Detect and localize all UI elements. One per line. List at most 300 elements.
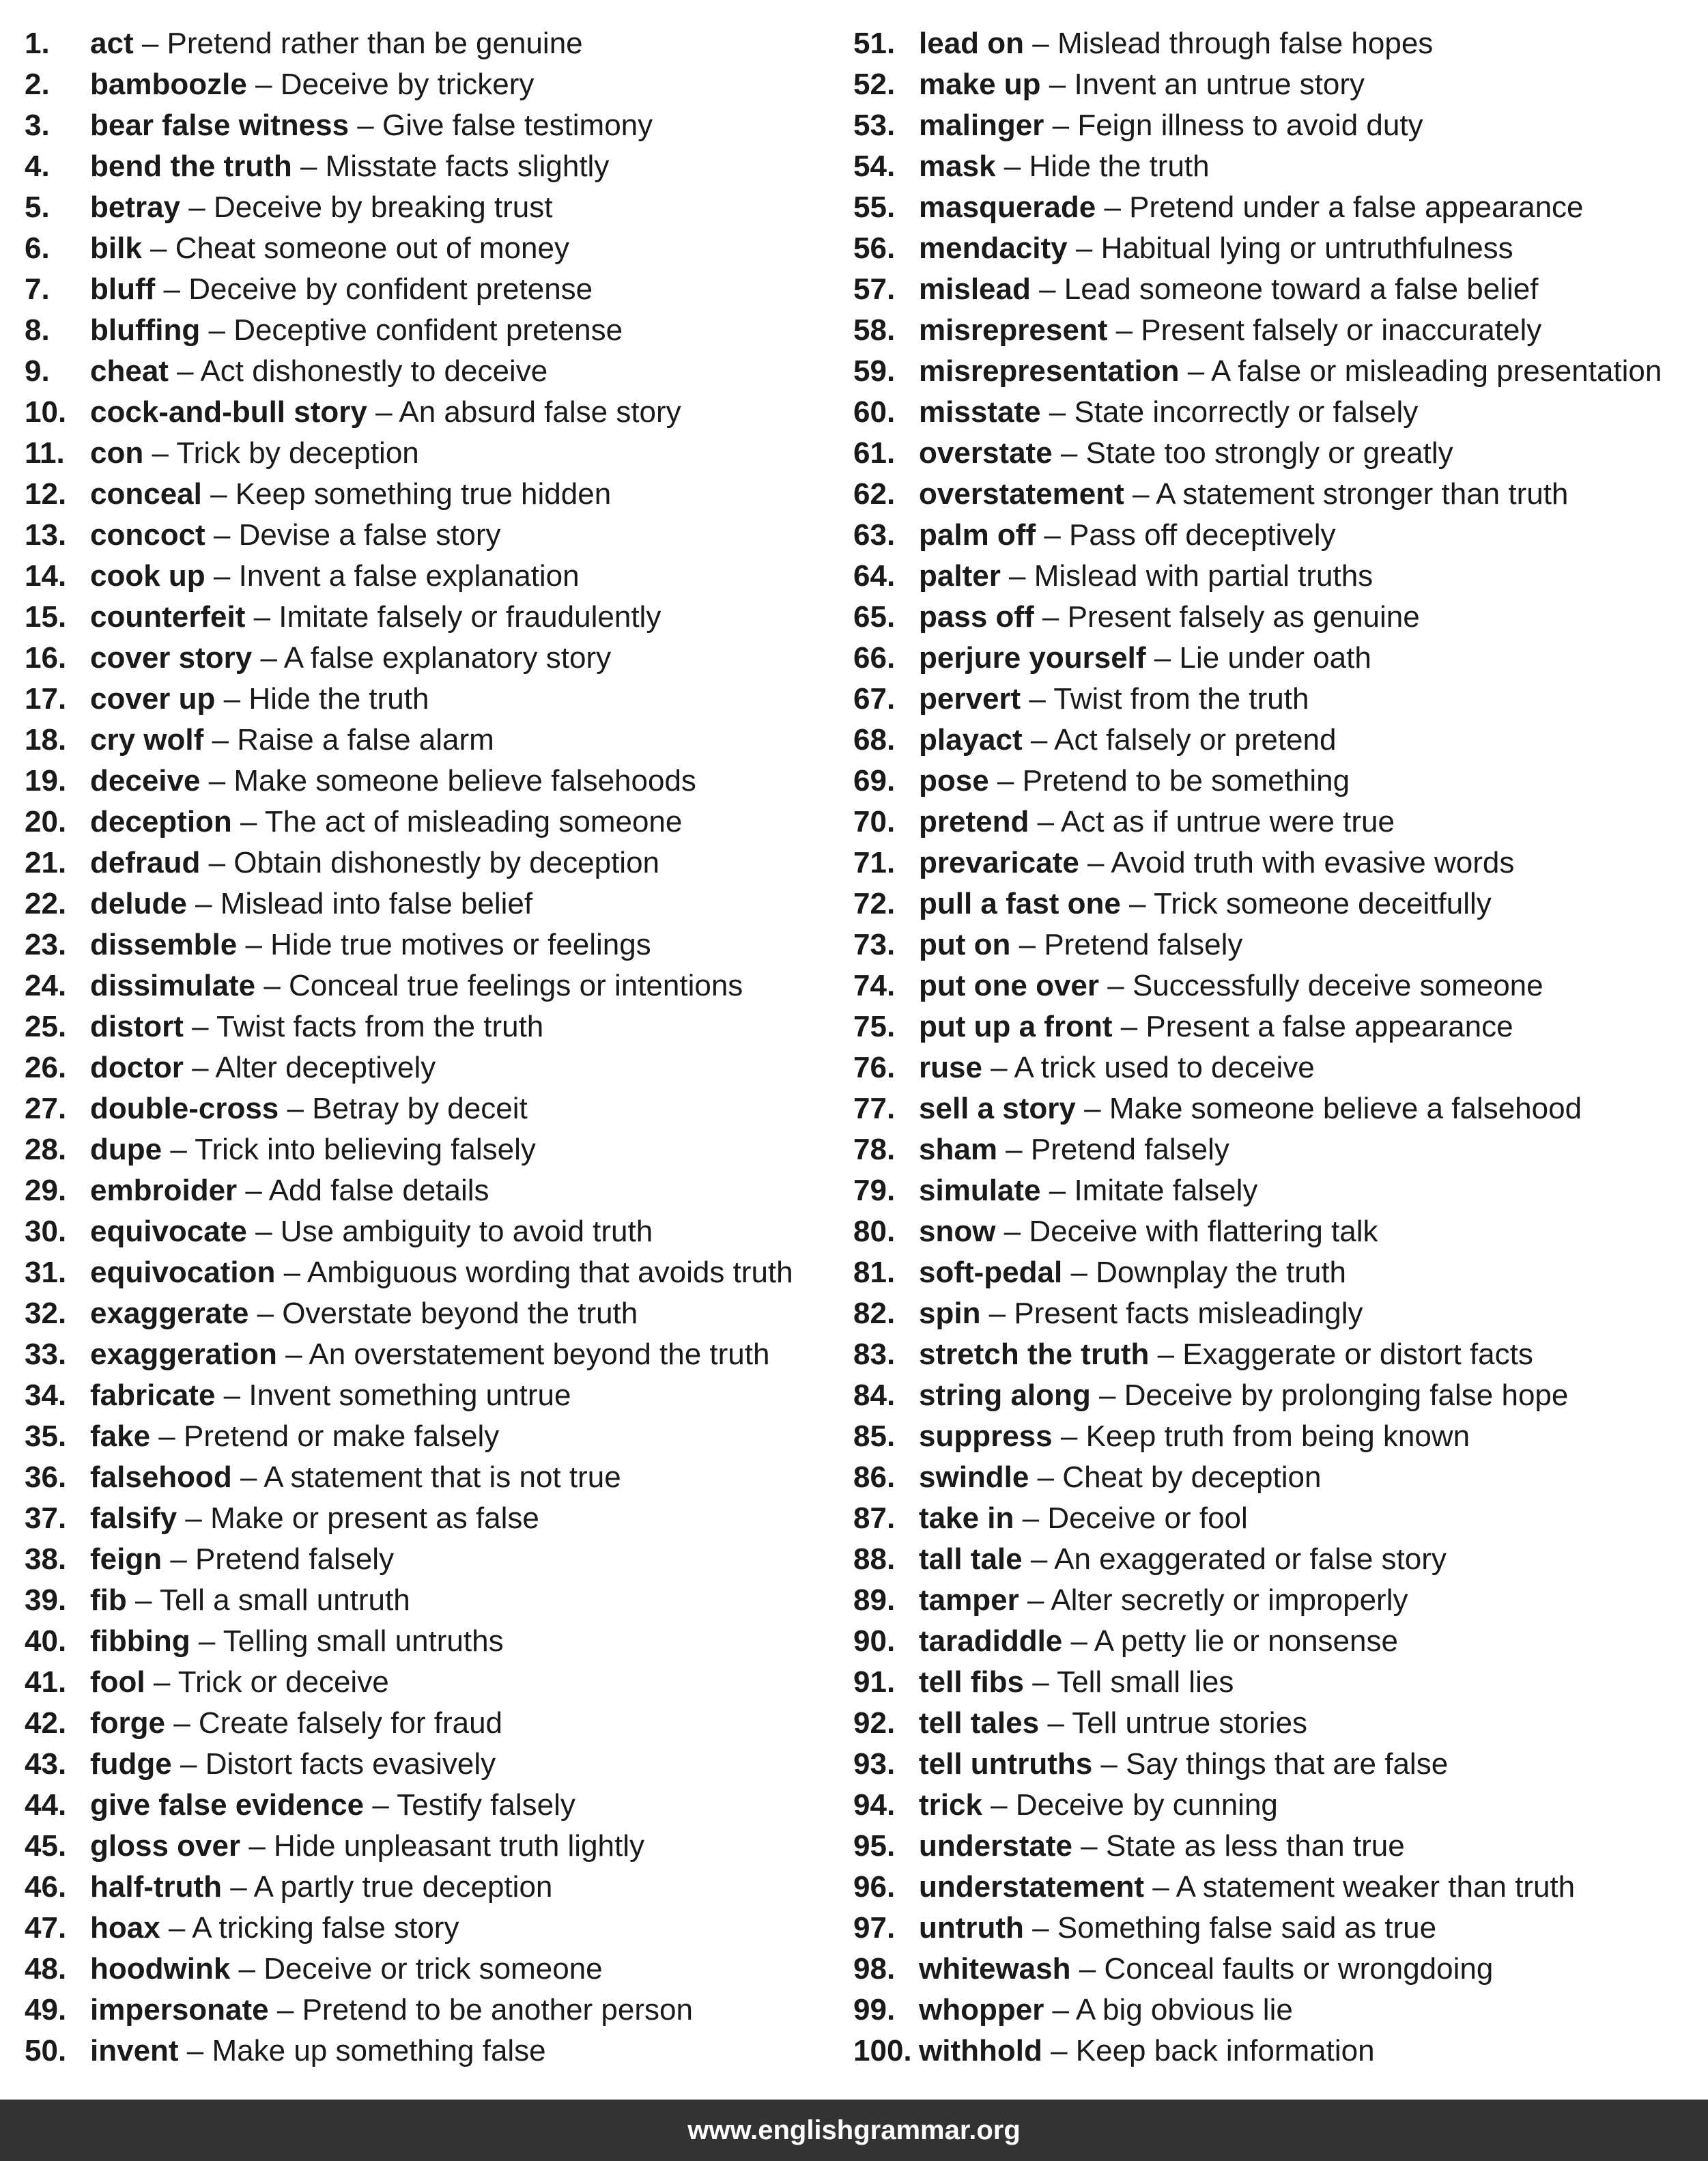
list-item: [853, 433, 1662, 474]
entry-definition: Alter secretly or improperly: [1051, 1583, 1408, 1617]
entry-number: 57.: [853, 272, 896, 306]
entry-separator: –: [276, 1338, 309, 1371]
entry-separator: –: [1120, 887, 1154, 920]
entry-definition: Devise a false story: [238, 518, 501, 552]
entry-definition: Trick or deceive: [177, 1665, 389, 1699]
entry-word: untruth: [919, 1911, 1024, 1945]
list-item: [25, 433, 793, 474]
entry-word: swindle: [919, 1460, 1029, 1494]
entry-word: double-cross: [90, 1092, 279, 1125]
word-list-right-column: [853, 23, 1662, 2072]
entry-definition: Give false testimony: [382, 109, 653, 142]
entry-word: cook up: [90, 559, 205, 593]
list-item: [25, 1908, 793, 1949]
entry-separator: –: [230, 1952, 264, 1986]
list-item: [853, 64, 1662, 105]
entry-number: 53.: [853, 109, 896, 142]
website-url: www.englishgrammar.org: [687, 2115, 1021, 2145]
list-item: [853, 474, 1662, 515]
list-item: [853, 1293, 1662, 1334]
list-item: [853, 761, 1662, 802]
entry-number: 16.: [25, 641, 67, 675]
entry-definition: Tell a small untruth: [159, 1583, 410, 1617]
entry-separator: –: [1024, 1665, 1057, 1699]
entry-word: pervert: [919, 682, 1021, 716]
entry-separator: –: [248, 1297, 283, 1330]
list-item: [853, 146, 1662, 187]
entry-number: 49.: [25, 1993, 67, 2026]
list-item: [25, 1129, 793, 1170]
entry-separator: –: [162, 1133, 195, 1166]
entry-word: half-truth: [90, 1870, 223, 1904]
entry-separator: –: [203, 723, 238, 757]
entry-word: act: [90, 27, 134, 60]
entry-number: 30.: [25, 1215, 67, 1248]
entry-word: cock-and-bull story: [90, 395, 367, 429]
entry-definition: Mislead with partial truths: [1034, 559, 1373, 593]
entry-word: prevaricate: [919, 846, 1079, 879]
entry-word: embroider: [90, 1174, 238, 1207]
entry-word: hoax: [90, 1911, 160, 1945]
list-item: [853, 351, 1662, 392]
entry-word: fake: [90, 1420, 151, 1453]
entry-number: 14.: [25, 559, 67, 593]
entry-definition: Act dishonestly to deceive: [200, 354, 548, 388]
entry-separator: –: [1090, 1379, 1124, 1412]
entry-separator: –: [165, 1706, 199, 1740]
list-item: [853, 1744, 1662, 1785]
list-item: [25, 1580, 793, 1621]
list-item: [853, 965, 1662, 1006]
entry-number: 85.: [853, 1420, 896, 1453]
entry-number: 18.: [25, 723, 67, 757]
entry-number: 22.: [25, 887, 67, 920]
entry-separator: –: [1179, 354, 1211, 388]
list-item: [853, 1949, 1662, 1990]
entry-number: 54.: [853, 150, 896, 183]
entry-word: con: [90, 436, 144, 470]
entry-separator: –: [1112, 1010, 1146, 1043]
list-item: [853, 228, 1662, 269]
entry-number: 86.: [853, 1460, 896, 1494]
entry-definition: Ambiguous wording that avoids truth: [307, 1256, 793, 1289]
entry-word: deception: [90, 805, 232, 838]
entry-word: lead on: [919, 27, 1025, 60]
entry-number: 77.: [853, 1092, 896, 1125]
entry-definition: Exaggerate or distort facts: [1182, 1338, 1533, 1371]
entry-definition: Invent an untrue story: [1074, 68, 1365, 101]
entry-definition: Hide the truth: [1029, 150, 1210, 183]
entry-definition: Obtain dishonestly by deception: [233, 846, 660, 879]
entry-word: bluff: [90, 272, 156, 306]
entry-word: bamboozle: [90, 68, 247, 101]
list-item: [25, 105, 793, 146]
list-item: [853, 597, 1662, 638]
entry-separator: –: [1052, 1420, 1086, 1453]
list-item: [25, 884, 793, 924]
entry-separator: –: [215, 1379, 249, 1412]
entry-definition: Deceive by prolonging false hope: [1124, 1379, 1569, 1412]
entry-word: whitewash: [919, 1952, 1071, 1986]
entry-number: 73.: [853, 928, 896, 961]
entry-number: 15.: [25, 600, 67, 634]
entry-word: defraud: [90, 846, 201, 879]
entry-word: fudge: [90, 1747, 172, 1781]
entry-definition: A statement that is not true: [264, 1460, 621, 1494]
entry-number: 75.: [853, 1010, 896, 1043]
list-item: [25, 843, 793, 884]
entry-separator: –: [268, 1993, 302, 2026]
entry-definition: A false explanatory story: [283, 641, 612, 675]
list-item: [853, 105, 1662, 146]
entry-word: tall tale: [919, 1542, 1023, 1576]
entry-word: spin: [919, 1297, 981, 1330]
entry-number: 32.: [25, 1297, 67, 1330]
entry-number: 21.: [25, 846, 67, 879]
entry-definition: Deceive or trick someone: [264, 1952, 603, 1986]
entry-word: palm off: [919, 518, 1036, 552]
entry-separator: –: [246, 1215, 281, 1248]
entry-word: masquerade: [919, 190, 1096, 224]
list-item: [25, 1252, 793, 1293]
entry-word: withhold: [919, 2034, 1042, 2067]
list-item: [853, 556, 1662, 597]
entry-definition: Present a false appearance: [1145, 1010, 1513, 1043]
entry-number: 25.: [25, 1010, 67, 1043]
list-item: [25, 1990, 793, 2031]
entry-word: exaggeration: [90, 1338, 277, 1371]
entry-word: fib: [90, 1583, 127, 1617]
entry-separator: –: [240, 1829, 274, 1863]
entry-separator: –: [237, 928, 271, 961]
entry-definition: Pretend under a false appearance: [1129, 190, 1584, 224]
list-item: [25, 965, 793, 1006]
list-item: [25, 638, 793, 679]
entry-separator: –: [1052, 436, 1086, 470]
entry-definition: A partly true deception: [253, 1870, 553, 1904]
entry-separator: –: [988, 764, 1023, 797]
list-item: [25, 1826, 793, 1867]
list-item: [25, 146, 793, 187]
entry-number: 78.: [853, 1133, 896, 1166]
entry-definition: Deceive by breaking trust: [214, 190, 553, 224]
list-item: [853, 1416, 1662, 1457]
entry-definition: Trick someone deceitfully: [1153, 887, 1492, 920]
entry-word: invent: [90, 2034, 179, 2067]
entry-definition: Invent something untrue: [248, 1379, 571, 1412]
entry-separator: –: [222, 1870, 254, 1904]
list-item: [853, 1211, 1662, 1252]
entry-number: 93.: [853, 1747, 896, 1781]
entry-separator: –: [1096, 190, 1130, 224]
entry-separator: –: [200, 764, 234, 797]
entry-separator: –: [1144, 1870, 1176, 1904]
entry-definition: Make up something false: [212, 2034, 546, 2067]
entry-separator: –: [160, 1911, 193, 1945]
entry-definition: Deceive by confident pretense: [188, 272, 593, 306]
entry-separator: –: [279, 1092, 313, 1125]
entry-separator: –: [367, 395, 399, 429]
entry-separator: –: [1019, 1583, 1051, 1617]
list-item: [25, 1170, 793, 1211]
entry-number: 24.: [25, 969, 67, 1002]
entry-number: 68.: [853, 723, 896, 757]
entry-word: put one over: [919, 969, 1100, 1002]
entry-separator: –: [133, 27, 167, 60]
entry-definition: Betray by deceit: [312, 1092, 528, 1125]
entry-definition: An absurd false story: [399, 395, 681, 429]
entry-definition: Use ambiguity to avoid truth: [280, 1215, 653, 1248]
entry-definition: Hide unpleasant truth lightly: [274, 1829, 645, 1863]
list-item: [853, 1047, 1662, 1088]
entry-word: dissimulate: [90, 969, 256, 1002]
entry-word: bluffing: [90, 313, 201, 347]
entry-separator: –: [1029, 805, 1061, 838]
entry-separator: –: [982, 1051, 1014, 1084]
entry-number: 7.: [25, 272, 50, 306]
entry-word: bear false witness: [90, 109, 350, 142]
entry-word: put on: [919, 928, 1011, 961]
list-item: [853, 638, 1662, 679]
entry-definition: Pretend rather than be genuine: [167, 27, 583, 60]
entry-separator: –: [190, 1624, 223, 1658]
entry-number: 34.: [25, 1379, 67, 1412]
entry-definition: Successfully deceive someone: [1132, 969, 1543, 1002]
entry-number: 8.: [25, 313, 50, 347]
entry-definition: Lie under oath: [1179, 641, 1371, 675]
entry-definition: Pretend falsely: [1030, 1133, 1229, 1166]
entry-definition: Keep truth from being known: [1085, 1420, 1470, 1453]
list-item: [25, 1744, 793, 1785]
entry-definition: Imitate falsely: [1074, 1174, 1258, 1207]
entry-separator: –: [231, 805, 265, 838]
entry-separator: –: [1021, 682, 1054, 716]
list-item: [853, 1252, 1662, 1293]
list-item: [853, 1867, 1662, 1908]
entry-definition: Avoid truth with evasive words: [1111, 846, 1515, 879]
list-item: [25, 1703, 793, 1744]
entry-separator: –: [349, 109, 382, 142]
entry-definition: A petty lie or nonsense: [1094, 1624, 1398, 1658]
entry-word: counterfeit: [90, 600, 246, 634]
entry-separator: –: [1145, 641, 1180, 675]
entry-word: tell fibs: [919, 1665, 1025, 1699]
list-item: [25, 1662, 793, 1703]
entry-definition: Add false details: [268, 1174, 489, 1207]
entry-word: distort: [90, 1010, 184, 1043]
entry-number: 43.: [25, 1747, 67, 1781]
entry-separator: –: [143, 436, 177, 470]
list-item: [853, 1580, 1662, 1621]
entry-word: sham: [919, 1133, 997, 1166]
entry-definition: A statement stronger than truth: [1156, 477, 1569, 511]
entry-word: mendacity: [919, 231, 1068, 265]
entry-number: 87.: [853, 1501, 896, 1535]
entry-separator: –: [168, 354, 201, 388]
entry-separator: –: [245, 600, 279, 634]
entry-number: 60.: [853, 395, 896, 429]
entry-number: 79.: [853, 1174, 896, 1207]
list-item: [25, 1334, 793, 1375]
entry-number: 52.: [853, 68, 896, 101]
list-item: [853, 1703, 1662, 1744]
entry-separator: –: [150, 1420, 184, 1453]
entry-word: gloss over: [90, 1829, 241, 1863]
entry-word: concoct: [90, 518, 205, 552]
list-item: [853, 1826, 1662, 1867]
entry-number: 27.: [25, 1092, 67, 1125]
entry-word: deceive: [90, 764, 201, 797]
entry-word: cover story: [90, 641, 253, 675]
entry-number: 4.: [25, 150, 50, 183]
entry-separator: –: [1149, 1338, 1183, 1371]
list-item: [25, 515, 793, 556]
entry-separator: –: [995, 150, 1029, 183]
entry-definition: Present falsely as genuine: [1067, 600, 1420, 634]
entry-number: 56.: [853, 231, 896, 265]
entry-definition: Alter deceptively: [215, 1051, 436, 1084]
entry-number: 50.: [25, 2034, 67, 2067]
entry-separator: –: [1092, 1747, 1126, 1781]
entry-number: 9.: [25, 354, 50, 388]
entry-number: 74.: [853, 969, 896, 1002]
entry-word: soft-pedal: [919, 1256, 1063, 1289]
entry-number: 44.: [25, 1788, 67, 1822]
entry-separator: –: [1072, 1829, 1106, 1863]
entry-separator: –: [275, 1256, 307, 1289]
entry-number: 6.: [25, 231, 50, 265]
entry-number: 42.: [25, 1706, 67, 1740]
entry-number: 3.: [25, 109, 50, 142]
entry-definition: Invent a false explanation: [238, 559, 580, 593]
entry-separator: –: [1034, 600, 1068, 634]
list-item: [853, 1129, 1662, 1170]
entry-separator: –: [1040, 68, 1074, 101]
entry-definition: Twist from the truth: [1053, 682, 1309, 716]
entry-separator: –: [145, 1665, 178, 1699]
entry-definition: State too strongly or greatly: [1085, 436, 1453, 470]
entry-definition: A trick used to deceive: [1014, 1051, 1315, 1084]
list-item: [25, 187, 793, 228]
entry-separator: –: [1070, 1952, 1105, 1986]
entry-separator: –: [215, 682, 249, 716]
entry-separator: –: [995, 1215, 1029, 1248]
entry-number: 2.: [25, 68, 50, 101]
entry-word: simulate: [919, 1174, 1041, 1207]
list-item: [25, 679, 793, 720]
list-item: [25, 1293, 793, 1334]
entry-separator: –: [1010, 928, 1044, 961]
entry-number: 59.: [853, 354, 896, 388]
entry-definition: Testify falsely: [397, 1788, 575, 1822]
entry-number: 36.: [25, 1460, 67, 1494]
entry-number: 45.: [25, 1829, 67, 1863]
entry-word: delude: [90, 887, 187, 920]
entry-definition: A false or misleading presentation: [1210, 354, 1662, 388]
entry-number: 31.: [25, 1256, 67, 1289]
entry-word: sell a story: [919, 1092, 1076, 1125]
list-item: [853, 392, 1662, 433]
list-item: [25, 1088, 793, 1129]
entry-separator: –: [201, 477, 236, 511]
entry-number: 91.: [853, 1665, 896, 1699]
list-item: [25, 474, 793, 515]
entry-number: 100.: [853, 2034, 912, 2067]
entry-definition: A statement weaker than truth: [1176, 1870, 1576, 1904]
entry-number: 13.: [25, 518, 67, 552]
list-item: [853, 1457, 1662, 1498]
entry-definition: Deceptive confident pretense: [233, 313, 623, 347]
entry-number: 1.: [25, 27, 50, 60]
entry-separator: –: [141, 231, 175, 265]
entry-definition: Tell small lies: [1057, 1665, 1234, 1699]
entry-word: dissemble: [90, 928, 238, 961]
entry-number: 95.: [853, 1829, 896, 1863]
entry-number: 90.: [853, 1624, 896, 1658]
list-item: [853, 515, 1662, 556]
entry-separator: –: [1040, 1174, 1074, 1207]
entry-separator: –: [1062, 1624, 1094, 1658]
entry-word: perjure yourself: [919, 641, 1146, 675]
entry-number: 84.: [853, 1379, 896, 1412]
entry-definition: Misstate facts slightly: [325, 150, 610, 183]
entry-number: 65.: [853, 600, 896, 634]
entry-word: doctor: [90, 1051, 184, 1084]
footer-bar: [0, 2100, 1708, 2161]
entry-separator: –: [364, 1788, 397, 1822]
entry-definition: Make or present as false: [210, 1501, 539, 1535]
entry-definition: Trick by deception: [176, 436, 419, 470]
entry-separator: –: [231, 1460, 264, 1494]
entry-definition: Say things that are false: [1126, 1747, 1449, 1781]
entry-number: 58.: [853, 313, 896, 347]
list-item: [853, 924, 1662, 965]
entry-definition: Pretend falsely: [195, 1542, 395, 1576]
list-item: [853, 679, 1662, 720]
list-item: [25, 1498, 793, 1539]
entry-definition: Make someone believe a falsehood: [1109, 1092, 1582, 1125]
entry-definition: Keep something true hidden: [235, 477, 612, 511]
entry-number: 38.: [25, 1542, 67, 1576]
entry-word: mask: [919, 150, 996, 183]
entry-definition: A big obvious lie: [1075, 1993, 1293, 2026]
list-item: [25, 802, 793, 843]
entry-definition: Something false said as true: [1057, 1911, 1437, 1945]
entry-word: misrepresent: [919, 313, 1108, 347]
entry-word: take in: [919, 1501, 1014, 1535]
list-item: [853, 310, 1662, 351]
entry-definition: Act as if untrue were true: [1060, 805, 1395, 838]
entry-word: feign: [90, 1542, 162, 1576]
entry-word: cheat: [90, 354, 169, 388]
entry-number: 20.: [25, 805, 67, 838]
list-item: [25, 924, 793, 965]
entry-definition: Mislead through false hopes: [1057, 27, 1434, 60]
entry-definition: Mislead into false belief: [220, 887, 533, 920]
entry-number: 96.: [853, 1870, 896, 1904]
entry-separator: –: [186, 887, 220, 920]
list-item: [853, 843, 1662, 884]
list-item: [25, 392, 793, 433]
entry-word: mislead: [919, 272, 1031, 306]
entry-definition: Present facts misleadingly: [1014, 1297, 1363, 1330]
list-item: [25, 351, 793, 392]
list-item: [853, 1621, 1662, 1662]
list-item: [853, 2031, 1662, 2072]
entry-separator: –: [1044, 1993, 1076, 2026]
list-item: [853, 720, 1662, 761]
entry-definition: The act of misleading someone: [264, 805, 683, 838]
